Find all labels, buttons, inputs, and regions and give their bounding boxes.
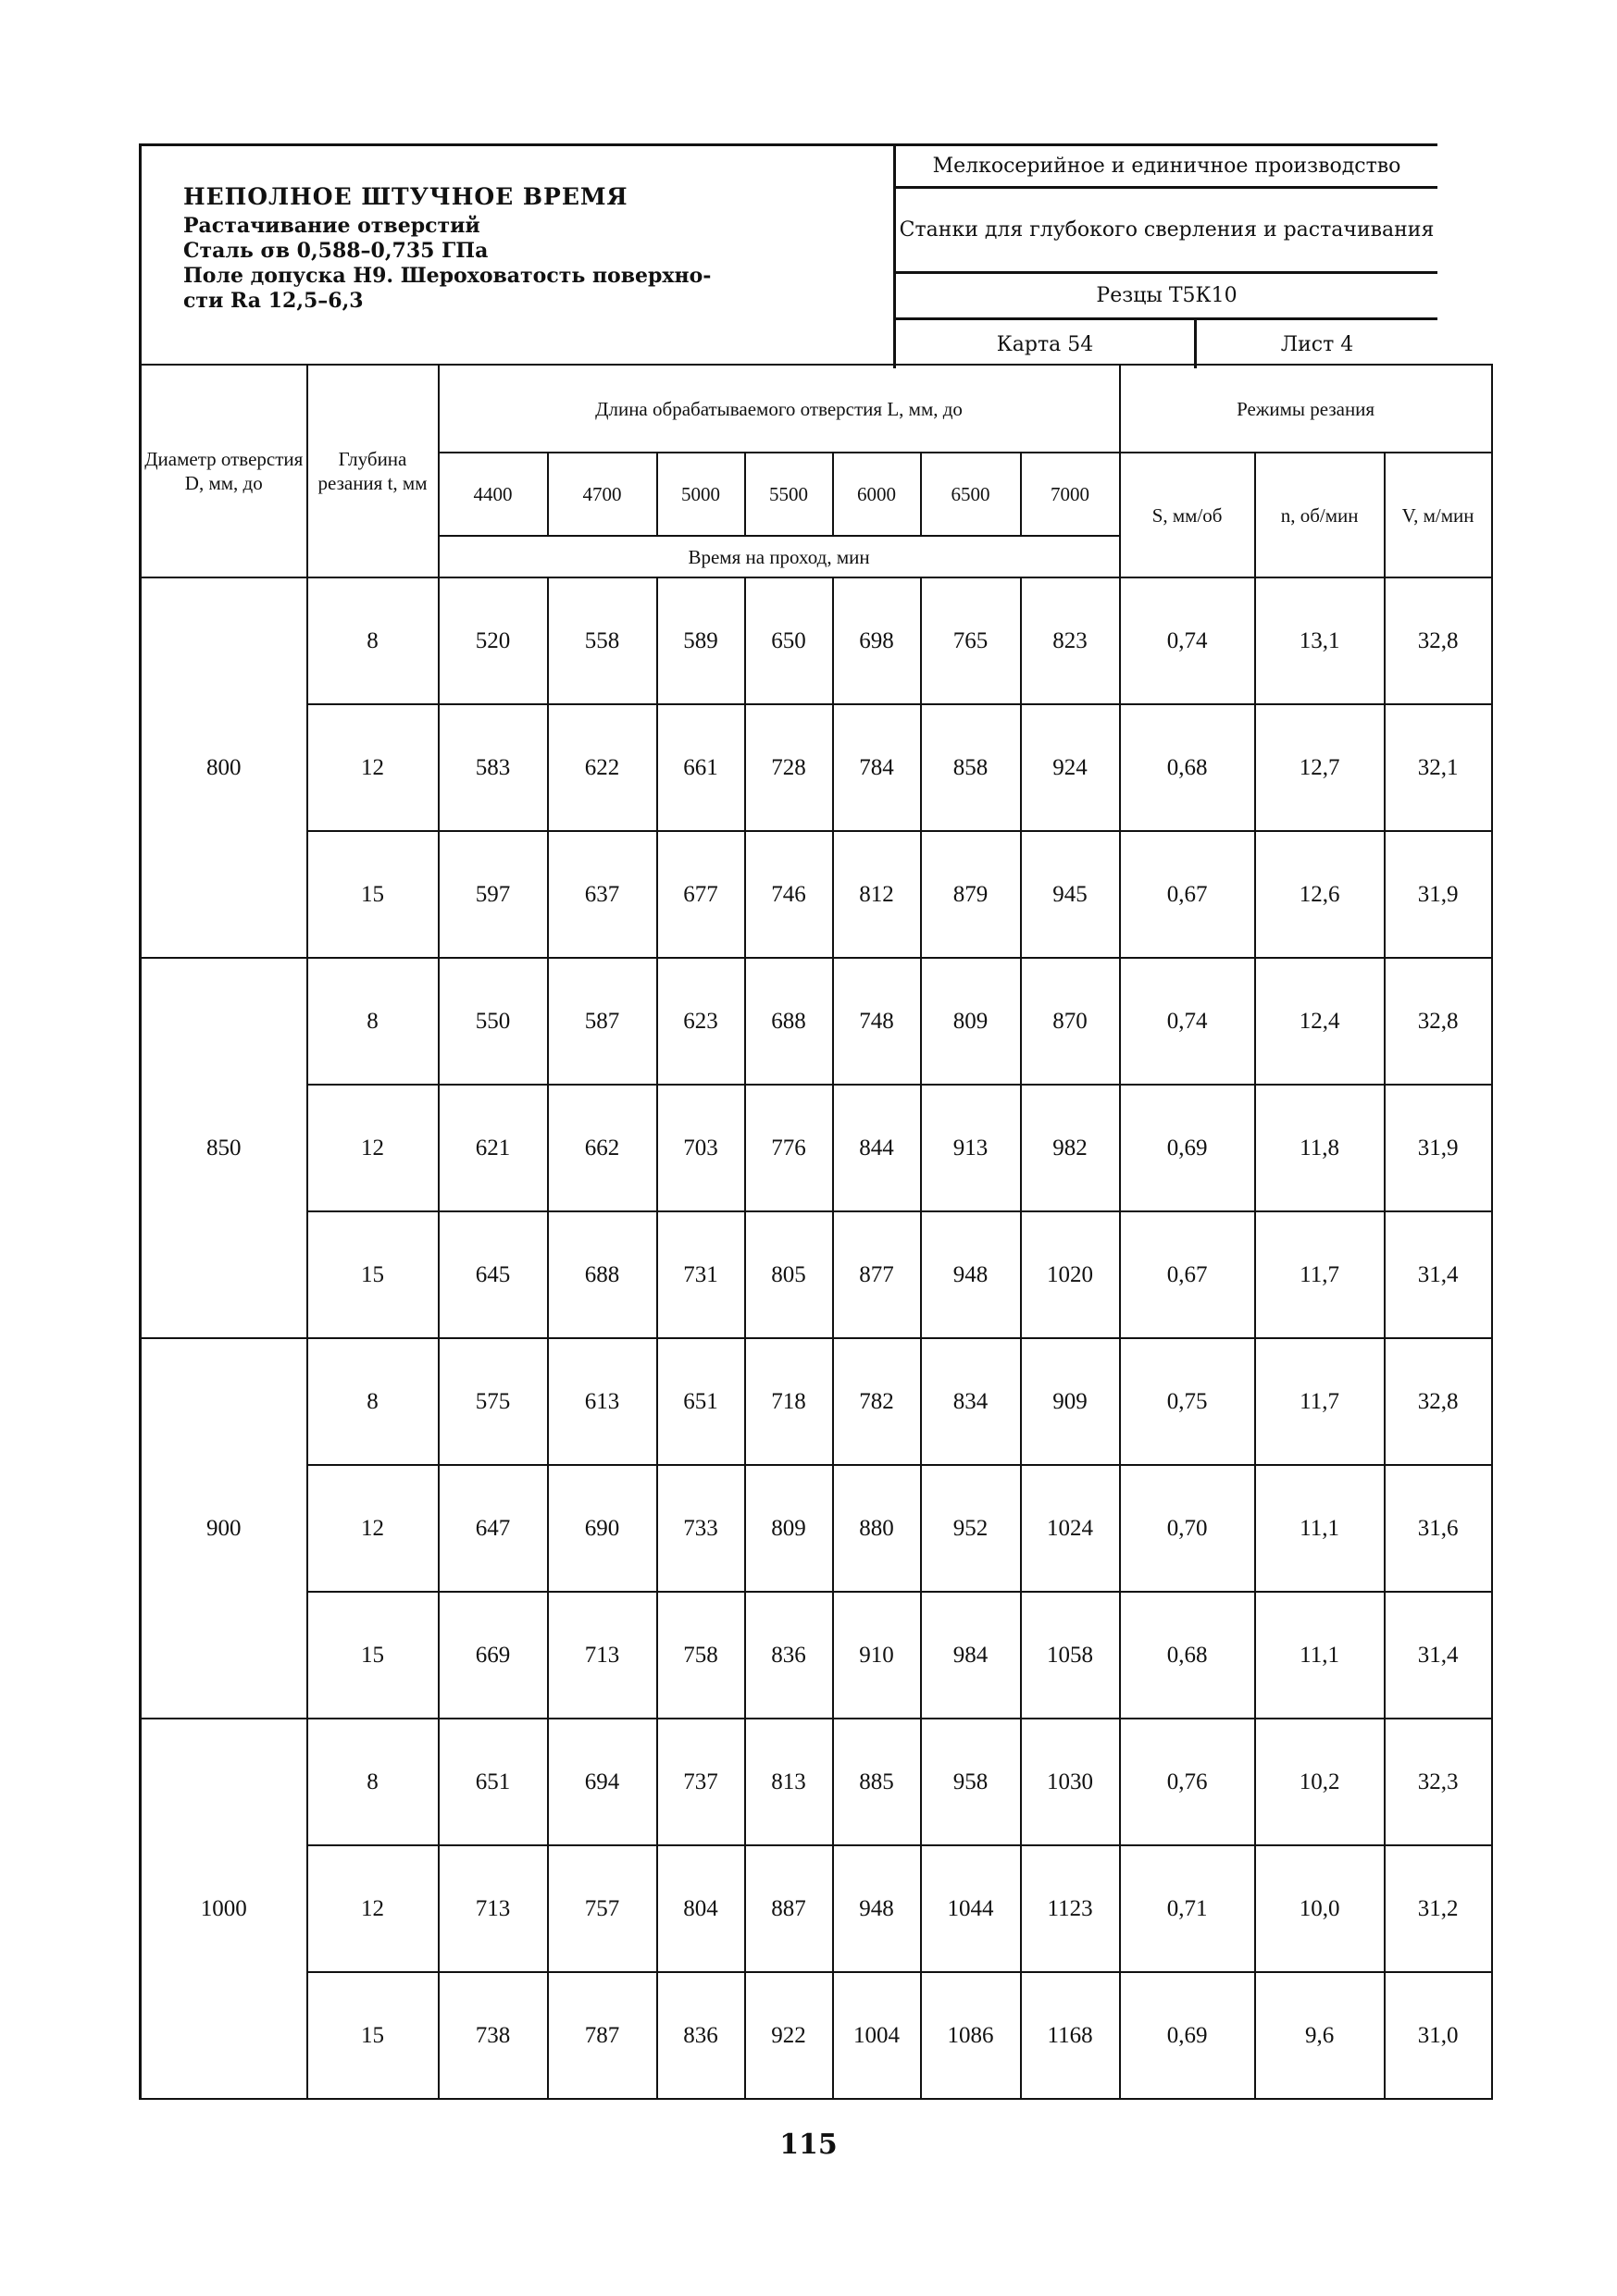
- time-cell: 885: [833, 1719, 921, 1845]
- depth-cell: 8: [307, 1338, 439, 1465]
- depth-cell: 15: [307, 831, 439, 958]
- table-row: [141, 1211, 1492, 1338]
- time-cell: 844: [833, 1085, 921, 1211]
- time-cell: 834: [921, 1338, 1021, 1465]
- time-cell: 677: [657, 831, 745, 958]
- time-cell: 922: [745, 1972, 833, 2099]
- feed-cell: 0,70: [1120, 1465, 1255, 1592]
- feed-cell: 0,67: [1120, 831, 1255, 958]
- time-cell: 782: [833, 1338, 921, 1465]
- time-cell: 703: [657, 1085, 745, 1211]
- rpm-cell: 11,7: [1255, 1338, 1385, 1465]
- depth-cell: 8: [307, 958, 439, 1085]
- rpm-cell: 11,1: [1255, 1592, 1385, 1719]
- diameter-cell: 850: [141, 958, 307, 1338]
- time-cell: 924: [1021, 704, 1120, 831]
- length-col-header: 5000: [657, 453, 745, 536]
- time-cell: 836: [657, 1972, 745, 2099]
- time-cell: 650: [745, 577, 833, 704]
- depth-cell: 12: [307, 1465, 439, 1592]
- time-cell: 858: [921, 704, 1021, 831]
- time-cell: 1024: [1021, 1465, 1120, 1592]
- time-cell: 651: [439, 1719, 548, 1845]
- speed-cell: 31,9: [1385, 831, 1492, 958]
- card-number: Карта 54: [896, 320, 1197, 368]
- rpm-cell: 10,2: [1255, 1719, 1385, 1845]
- header-meta: [896, 146, 1437, 368]
- time-cell: 765: [921, 577, 1021, 704]
- time-cell: 776: [745, 1085, 833, 1211]
- material-line: Сталь σв 0,588–0,735 ГПа: [183, 239, 489, 263]
- speed-cell: 31,4: [1385, 1211, 1492, 1338]
- depth-header: Глубина резания t, мм: [307, 365, 439, 577]
- time-cell: 623: [657, 958, 745, 1085]
- time-cell: 880: [833, 1465, 921, 1592]
- depth-cell: 8: [307, 577, 439, 704]
- time-cell: 713: [439, 1845, 548, 1972]
- rpm-cell: 12,6: [1255, 831, 1385, 958]
- table-row: [141, 831, 1492, 958]
- time-cell: 589: [657, 577, 745, 704]
- speed-cell: 31,2: [1385, 1845, 1492, 1972]
- depth-cell: 12: [307, 1845, 439, 1972]
- depth-cell: 12: [307, 704, 439, 831]
- time-cell: 558: [548, 577, 657, 704]
- time-cell: 812: [833, 831, 921, 958]
- length-col-header: 5500: [745, 453, 833, 536]
- time-cell: 948: [833, 1845, 921, 1972]
- time-cell: 758: [657, 1592, 745, 1719]
- time-cell: 787: [548, 1972, 657, 2099]
- time-cell: 647: [439, 1465, 548, 1592]
- rpm-cell: 11,8: [1255, 1085, 1385, 1211]
- time-cell: 738: [439, 1972, 548, 2099]
- time-cell: 713: [548, 1592, 657, 1719]
- rpm-cell: 10,0: [1255, 1845, 1385, 1972]
- time-cell: 694: [548, 1719, 657, 1845]
- tolerance-line: Поле допуска Н9. Шероховатость поверхно-: [183, 264, 712, 288]
- time-cell: 982: [1021, 1085, 1120, 1211]
- time-cell: 813: [745, 1719, 833, 1845]
- time-cell: 984: [921, 1592, 1021, 1719]
- time-cell: 823: [1021, 577, 1120, 704]
- time-cell: 746: [745, 831, 833, 958]
- cutting-speed-header: V, м/мин: [1385, 453, 1492, 577]
- speed-rpm-header: n, об/мин: [1255, 453, 1385, 577]
- time-cell: 804: [657, 1845, 745, 1972]
- production-type: Мелкосерийное и единичное производство: [896, 146, 1437, 189]
- time-cell: 651: [657, 1338, 745, 1465]
- feed-cell: 0,67: [1120, 1211, 1255, 1338]
- time-cell: 637: [548, 831, 657, 958]
- time-cell: 621: [439, 1085, 548, 1211]
- depth-cell: 15: [307, 1972, 439, 2099]
- time-cell: 733: [657, 1465, 745, 1592]
- table-row: [141, 1465, 1492, 1592]
- feed-cell: 0,74: [1120, 958, 1255, 1085]
- rpm-cell: 13,1: [1255, 577, 1385, 704]
- time-cell: 945: [1021, 831, 1120, 958]
- time-cell: 1058: [1021, 1592, 1120, 1719]
- time-cell: 622: [548, 704, 657, 831]
- time-cell: 757: [548, 1845, 657, 1972]
- time-cell: 748: [833, 958, 921, 1085]
- time-cell: 1030: [1021, 1719, 1120, 1845]
- time-cell: 910: [833, 1592, 921, 1719]
- time-cell: 698: [833, 577, 921, 704]
- time-cell: 731: [657, 1211, 745, 1338]
- depth-cell: 12: [307, 1085, 439, 1211]
- table-row: [141, 577, 1492, 704]
- diameter-cell: 900: [141, 1338, 307, 1719]
- card-header: [139, 143, 1437, 368]
- feed-header: S, мм/об: [1120, 453, 1255, 577]
- diameter-cell: 1000: [141, 1719, 307, 2099]
- length-col-header: 6000: [833, 453, 921, 536]
- cutting-modes-header: Режимы резания: [1120, 365, 1492, 453]
- time-cell: 690: [548, 1465, 657, 1592]
- time-cell: 1020: [1021, 1211, 1120, 1338]
- table-row: [141, 704, 1492, 831]
- feed-cell: 0,75: [1120, 1338, 1255, 1465]
- speed-cell: 32,1: [1385, 704, 1492, 831]
- rpm-cell: 12,4: [1255, 958, 1385, 1085]
- time-cell: 948: [921, 1211, 1021, 1338]
- time-cell: 1004: [833, 1972, 921, 2099]
- feed-cell: 0,76: [1120, 1719, 1255, 1845]
- depth-cell: 15: [307, 1592, 439, 1719]
- time-cell: 784: [833, 704, 921, 831]
- speed-cell: 31,4: [1385, 1592, 1492, 1719]
- time-cell: 688: [745, 958, 833, 1085]
- table-row: [141, 1338, 1492, 1465]
- machine-type: Станки для глубокого сверления и растачивания: [896, 189, 1437, 274]
- time-cell: 1123: [1021, 1845, 1120, 1972]
- speed-cell: 32,3: [1385, 1719, 1492, 1845]
- time-cell: 688: [548, 1211, 657, 1338]
- time-cell: 613: [548, 1338, 657, 1465]
- page-number: 115: [779, 2128, 838, 2161]
- time-cell: 805: [745, 1211, 833, 1338]
- feed-cell: 0,74: [1120, 577, 1255, 704]
- speed-cell: 31,0: [1385, 1972, 1492, 2099]
- feed-cell: 0,68: [1120, 1592, 1255, 1719]
- time-cell: 952: [921, 1465, 1021, 1592]
- time-cell: 887: [745, 1845, 833, 1972]
- rpm-cell: 12,7: [1255, 704, 1385, 831]
- tool-type: Резцы Т5К10: [896, 274, 1437, 320]
- time-cell: 662: [548, 1085, 657, 1211]
- time-cell: 1086: [921, 1972, 1021, 2099]
- time-cell: 1168: [1021, 1972, 1120, 2099]
- table-row: [141, 1085, 1492, 1211]
- length-header: Длина обрабатываемого отверстия L, мм, до: [439, 365, 1120, 453]
- time-cell: 809: [921, 958, 1021, 1085]
- speed-cell: 32,8: [1385, 577, 1492, 704]
- time-cell: 587: [548, 958, 657, 1085]
- time-cell: 575: [439, 1338, 548, 1465]
- time-cell: 669: [439, 1592, 548, 1719]
- table-row: [141, 1845, 1492, 1972]
- time-cell: 879: [921, 831, 1021, 958]
- time-cell: 661: [657, 704, 745, 831]
- operation-line: Растачивание отверстий: [183, 214, 480, 238]
- time-cell: 737: [657, 1719, 745, 1845]
- speed-cell: 31,6: [1385, 1465, 1492, 1592]
- speed-cell: 31,9: [1385, 1085, 1492, 1211]
- time-cell: 718: [745, 1338, 833, 1465]
- time-cell: 550: [439, 958, 548, 1085]
- speed-cell: 32,8: [1385, 958, 1492, 1085]
- table-row: [141, 1719, 1492, 1845]
- time-cell: 836: [745, 1592, 833, 1719]
- speed-cell: 32,8: [1385, 1338, 1492, 1465]
- length-col-header: 7000: [1021, 453, 1120, 536]
- time-cell: 645: [439, 1211, 548, 1338]
- rpm-cell: 11,1: [1255, 1465, 1385, 1592]
- time-cell: 870: [1021, 958, 1120, 1085]
- feed-cell: 0,71: [1120, 1845, 1255, 1972]
- feed-cell: 0,69: [1120, 1972, 1255, 2099]
- time-cell: 597: [439, 831, 548, 958]
- diameter-header: Диаметр отверстия D, мм, до: [141, 365, 307, 577]
- length-col-header: 4400: [439, 453, 548, 536]
- time-cell: 1044: [921, 1845, 1021, 1972]
- document-title: НЕПОЛНОЕ ШТУЧНОЕ ВРЕМЯ: [183, 183, 628, 210]
- feed-cell: 0,69: [1120, 1085, 1255, 1211]
- time-norms-table: [139, 364, 1493, 2100]
- sheet-number: Лист 4: [1280, 332, 1354, 356]
- length-col-header: 6500: [921, 453, 1021, 536]
- header-description: [142, 146, 896, 368]
- time-cell: 520: [439, 577, 548, 704]
- time-cell: 909: [1021, 1338, 1120, 1465]
- time-cell: 728: [745, 704, 833, 831]
- time-cell: 583: [439, 704, 548, 831]
- diameter-cell: 800: [141, 577, 307, 958]
- depth-cell: 15: [307, 1211, 439, 1338]
- time-cell: 958: [921, 1719, 1021, 1845]
- time-cell: 913: [921, 1085, 1021, 1211]
- table-row: [141, 958, 1492, 1085]
- table-row: [141, 1972, 1492, 2099]
- table-row: [141, 1592, 1492, 1719]
- roughness-line: сти Ra 12,5–6,3: [183, 289, 364, 313]
- time-cell: 809: [745, 1465, 833, 1592]
- feed-cell: 0,68: [1120, 704, 1255, 831]
- time-cell: 877: [833, 1211, 921, 1338]
- time-per-pass-header: Время на проход, мин: [439, 536, 1120, 577]
- length-col-header: 4700: [548, 453, 657, 536]
- rpm-cell: 9,6: [1255, 1972, 1385, 2099]
- depth-cell: 8: [307, 1719, 439, 1845]
- rpm-cell: 11,7: [1255, 1211, 1385, 1338]
